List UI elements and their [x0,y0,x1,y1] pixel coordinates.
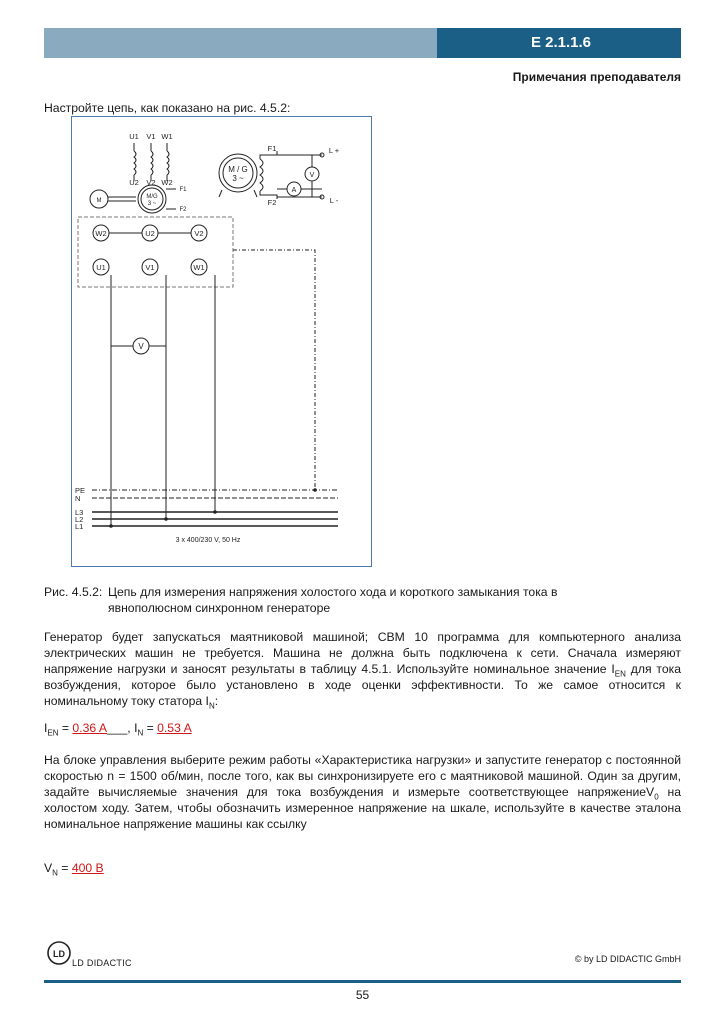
figure-caption [44,584,681,616]
bus-n: N [75,494,81,503]
i-en-eq: = [58,721,73,735]
meter-v-label: V [138,342,144,351]
i-n-sub: N [137,728,144,738]
doc-code: E 2.1.1.6 [530,34,591,51]
winding-u [134,143,136,181]
intro-text: Настройте цепь, как показано на рис. 4.5.2: [44,101,291,115]
logo-mark: LD [53,949,65,959]
supply-label: 3 x 400/230 V, 50 Hz [175,537,241,544]
v-n-label: V [44,861,53,875]
page-number: 55 [355,988,370,1002]
coil-label-w2: W2 [161,178,173,187]
para1-sub-n: N [208,701,215,711]
motor-label: M [96,198,102,204]
paragraph-1 [44,629,681,709]
bus-l2: L2 [75,515,84,524]
para1-sub-en: EN [614,669,626,679]
circuit-diagram [72,117,371,566]
i-n-value: 0.53 A [157,721,192,735]
logo-text: LD DIDACTIC [72,958,132,968]
label-f2: F2 [267,198,277,207]
current-values [44,720,681,736]
terminal-v1: V1 [145,263,155,272]
terminal-w1: W1 [193,263,205,272]
i-n-eq: = [143,721,158,735]
coil-label-u2: U2 [129,178,139,187]
voltmeter-label: V [309,172,315,179]
copyright: © by LD DIDACTIC GmbH [574,954,681,964]
coil-label-u1: U1 [129,132,139,141]
bus-l3: L3 [75,508,84,517]
para1-text-a: Генератор будет запускаться маятниковой машиной; CBM 10 программа для компьютерного анализа электрических машин не требуется. Машина не должна быть подключена к сети. Сначала измеряют напряжение нагрузки и заносят результаты в таблицу 4.5.1. Используйте номинальное значение I [44,630,681,676]
terminal-u2: U2 [145,229,155,238]
label-l-minus: L - [329,196,339,205]
bus-l1: L1 [75,522,84,531]
header-bar-code [437,28,681,58]
coil-label-v2: V2 [146,178,156,187]
v-n-sub: N [52,868,58,878]
coil-label-v1: V1 [146,132,156,141]
para1-text-c: : [214,694,219,708]
ammeter-label: A [291,187,297,194]
circuit-figure [71,116,372,567]
ld-logo-icon [46,940,72,971]
page-subtitle: Примечания преподавателя [512,70,681,84]
para2-text-a: На блоке управления выберите режим работы «Характеристика нагрузки» и запустите генератор с постоянной скоростью n = 1500 об/мин, после того, как вы синхронизируете его с маятниковой машиной. Один за другим, задайте вычисляемые значения для тока возбуждения и измерьте соответствующее напряжениеV [44,753,681,799]
v-n-value: 400 В [71,861,104,875]
paragraph-2 [44,752,681,832]
label-l-plus: L + [328,146,340,155]
terminal-w2: W2 [95,229,107,238]
caption-line1: Цепь для измерения напряжения холостого хода и короткого замыкания тока в [108,585,558,599]
small-f2: F2 [179,207,187,213]
para2-sub: 0 [654,792,659,802]
mg-big-phase: 3 ~ [232,174,244,183]
small-f1: F1 [179,187,187,193]
v-n-eq: = [57,861,72,875]
terminal-v2: V2 [194,229,204,238]
para1-text-b: для тока возбуждения, которое было установлено в ходе оценки эффективности. То же самое относится к номинальному току статора I [44,662,681,708]
i-en-sub: EN [47,728,59,738]
caption-label: Рис. 4.5.2: [44,585,103,599]
terminal-u1: U1 [96,263,106,272]
i-en-value: 0.36 A [72,721,107,735]
bus-pe: PE [75,486,86,495]
caption-line2: явнополюсном синхронном генераторе [108,601,331,615]
mg-small-label: M/G [146,194,158,200]
i-en-label: I [44,721,48,735]
footer-rule [44,980,681,983]
voltage-value [44,860,681,876]
i-sep: ___, I [106,721,138,735]
coil-label-w1: W1 [161,132,173,141]
para2-text-b: на холостом ходу. Затем, чтобы обозначить измеренное напряжение на шкале, используйте в качестве эталона номинальное напряжение машины как ссылку [44,785,681,831]
header-bar-light [44,28,437,58]
mg-small-phase: 3 ~ [147,201,157,207]
label-f1: F1 [267,144,277,153]
mg-big-label: M / G [228,165,248,174]
